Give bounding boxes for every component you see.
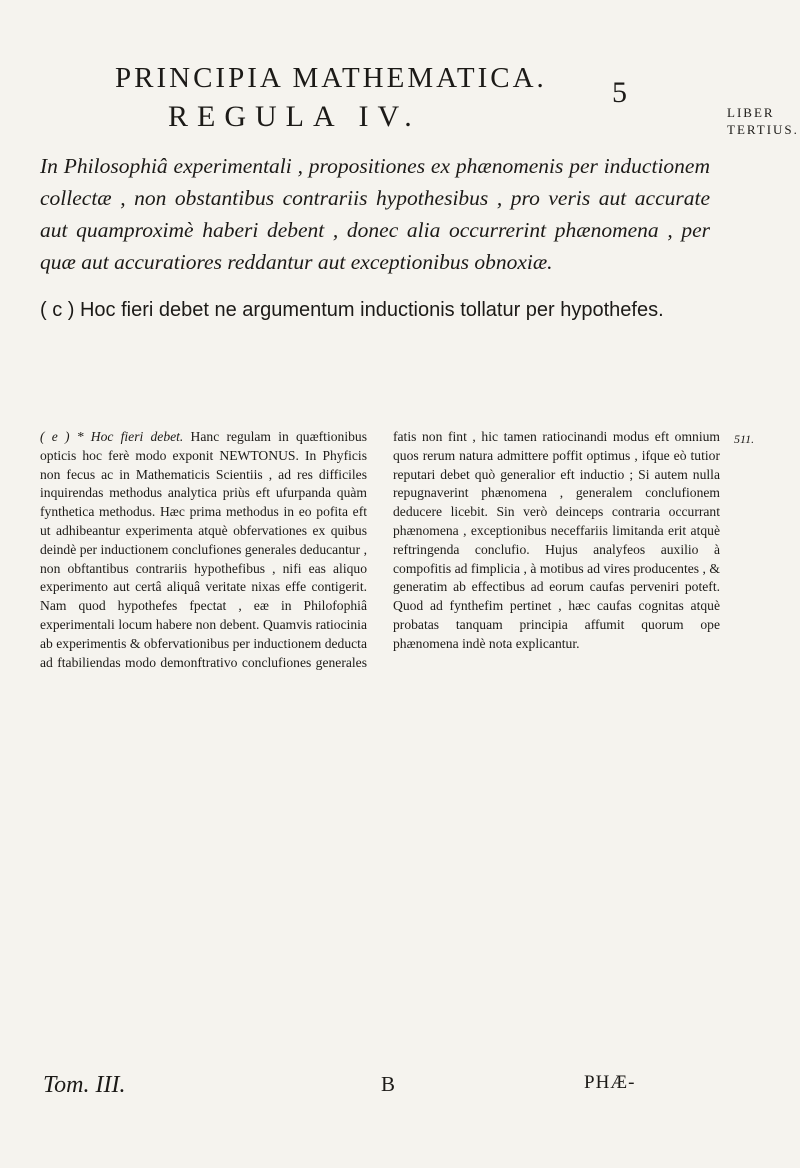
rule-text: In Philosophiâ experimentali , propositiones ex phænomenis per inductionem collectæ , non obstantibus contrariis hypothesibus , pro veris aut accurate aut quamproximè haberi debent , donec alia occurrerint phænomena , per quæ aut accuratiores reddantur aut exceptionibus obnoxiæ. — [40, 154, 710, 274]
margin-liber-text: LIBER — [727, 105, 775, 120]
note-e-lead: ( e ) * Hoc fieri debet. — [40, 429, 184, 444]
note-c: ( c ) Hoc fieri debet ne argumentum inductionis tollatur per hypothefes. — [40, 299, 664, 321]
signature-letter: B — [381, 1072, 396, 1096]
note-e-body: Hanc regulam in quæftionibus opticis hoc ferè modo exponit NEWTONUS. In Phyficis non fecus ac in Mathematicis Scientiis , ad res difficiles inquirendas methodus analytica priùs eft ufurpanda quàm fynthetica methodus. Hæc prima methodus in eo pofita eft ut adhibeantur experimenta atquè obfervationes ex quibus deindè per inductionem conclufiones generales deducantur , non obftantibus contrariis hypothefibus , nifi eas aliquo experimento aut certâ aliquâ veritate nixas effe contigerit. Nam quod hypothefes fpectat , eæ in Philofophiâ experimentali locum habere non debent. Quamvis ratiocinia ab experimentis & obfervationibus per inductionem deducta ad ftabiliendas modo demonftrativo conclufiones generales fatis non fint , hic tamen ratiocinandi modus eft omnium quos rerum natura admittere poffit optimus , ifque eò tutior reputari debet quò generalior eft inductio ; Si autem nulla repugnaverint phænomena , generalem conclufionem deducere licebit. Sin verò deinceps contraria occurrant phænomena , exceptionibus neceffariis limitanda erit atquè reftringenda conclufio. Hujus analyfeos auxilio à compofitis ad fimplicia , à motibus ad vires producentes , & generatim ab effectibus ad eorum caufas perveniri poteft. Quod ad fynthefim pertinet , hæc caufas cognitas atquè probatas tanquam principia affumit quorum ope phænomena indè nota explicantur. — [40, 429, 720, 670]
margin-section-number: 511. — [734, 432, 755, 446]
margin-tertius-text: TERTIUS. — [727, 122, 799, 137]
page-number: 5 — [612, 76, 627, 109]
volume-signature: Tom. III. — [43, 1072, 126, 1098]
note-e-commentary — [40, 428, 720, 672]
rule-title: REGULA IV. — [168, 100, 421, 133]
running-head: PRINCIPIA MATHEMATICA. — [115, 62, 547, 94]
margin-book-label — [727, 104, 799, 138]
catchword: PHÆ- — [584, 1072, 636, 1093]
